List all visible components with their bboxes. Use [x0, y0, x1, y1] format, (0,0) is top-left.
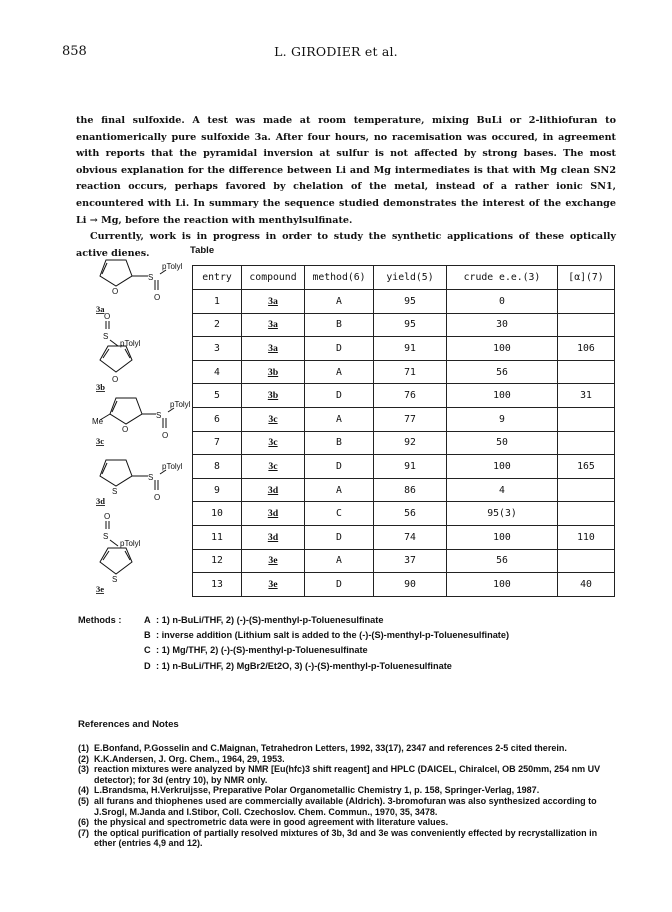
table-cell [558, 549, 615, 573]
sulfur-atom: S [148, 273, 154, 282]
table-row [193, 337, 615, 361]
table-cell: 91 [374, 455, 447, 479]
table-cell: 100 [447, 337, 558, 361]
table-cell: 3a [242, 313, 305, 337]
substituent-label: pTolyl [120, 339, 141, 348]
table-cell: 12 [193, 549, 242, 573]
table-cell: 1 [193, 290, 242, 314]
reference-number: (3) [78, 764, 89, 775]
table-cell: 100 [447, 384, 558, 408]
method-letter: B [144, 630, 151, 641]
page-number: 858 [62, 44, 87, 59]
table-cell: 9 [447, 407, 558, 431]
table-cell: 91 [374, 337, 447, 361]
table-cell: 90 [374, 573, 447, 597]
table-cell: 3 [193, 337, 242, 361]
table-cell: 7 [193, 431, 242, 455]
table-cell: 3e [242, 573, 305, 597]
table-cell [558, 290, 615, 314]
substituent-label: pTolyl [120, 539, 141, 548]
table-cell: 50 [447, 431, 558, 455]
sulfur-atom: S [148, 473, 154, 482]
table-cell: 71 [374, 360, 447, 384]
sulfur-atom: S [112, 575, 118, 584]
table-cell: 77 [374, 407, 447, 431]
table-cell: 3b [242, 384, 305, 408]
compound-label: 3d [96, 496, 105, 506]
substituent-label: pTolyl [170, 400, 191, 409]
table-cell: 13 [193, 573, 242, 597]
reference-number: (7) [78, 827, 89, 838]
methyl-label: Me [92, 417, 104, 426]
table-cell: 76 [374, 384, 447, 408]
oxygen-atom: O [104, 512, 111, 521]
substituent-label: pTolyl [162, 262, 183, 271]
table-cell: B [305, 313, 374, 337]
body-text [76, 113, 616, 262]
table-row [193, 502, 615, 526]
reference-text: the physical and spectrometric data were in good agreement with literature values. [94, 817, 449, 828]
method-row [78, 628, 509, 643]
table-cell [558, 431, 615, 455]
table-row [193, 549, 615, 573]
table-row [193, 431, 615, 455]
table-cell: 31 [558, 384, 615, 408]
reference-item [78, 785, 618, 796]
reference-item [78, 764, 618, 785]
reference-number: (4) [78, 785, 89, 796]
oxygen-atom: O [154, 493, 161, 502]
methods-legend [78, 613, 509, 674]
table-row [193, 407, 615, 431]
reference-text: L.Brandsma, H.Verkruijsse, Preparative Polar Organometallic Chemistry 1, p. 158, Springer-Verlag, 1987. [94, 785, 540, 796]
reference-text: all furans and thiophenes used are commercially available (Aldrich). 3-bromofuran was also synthesized according to J.Srogl, M.Janda and I.Stibor, Coll. Czechoslov. Chem. Commun., 1970, 35, 3478. [94, 795, 597, 817]
method-row [78, 643, 509, 658]
reference-number: (1) [78, 743, 89, 753]
table-cell: 110 [558, 525, 615, 549]
table-cell: D [305, 525, 374, 549]
table-cell: 37 [374, 549, 447, 573]
column-header: compound [242, 266, 305, 290]
table-cell [558, 478, 615, 502]
sulfur-atom: S [103, 332, 109, 341]
table-cell: 11 [193, 525, 242, 549]
table-cell: 3a [242, 337, 305, 361]
column-header: yield(5) [374, 266, 447, 290]
table-row [193, 525, 615, 549]
column-header: method(6) [305, 266, 374, 290]
paragraph: the final sulfoxide. A test was made at room temperature, mixing BuLi or 2-lithiofuran to enantiomerically pure sulfoxide 3a. After four hours, no racemisation was occured, in agreement with reports that the pyramidal inversion at sulfur is not affected by strong bases. The most obvious explanation for the difference between Li and Mg intermediates is that with Mg clean SN2 reaction occurs, perhaps favored by chelation of the metal, instead of a rather ionic SN1, encountered with Li. In summary the sequence studied demonstrates the interest of the exchange Li → Mg, before the reaction with menthylsulfinate. [76, 115, 616, 226]
table-cell: 3c [242, 455, 305, 479]
table-cell: 95(3) [447, 502, 558, 526]
method-description: : 1) n-BuLi/THF, 2) (-)-(S)-menthyl-p-Toluenesulfinate [156, 615, 384, 625]
table-cell: 8 [193, 455, 242, 479]
sulfur-atom: S [103, 532, 109, 541]
table-body [193, 290, 615, 597]
table-cell: 40 [558, 573, 615, 597]
table-cell: D [305, 337, 374, 361]
table-cell: 100 [447, 573, 558, 597]
table-cell: 5 [193, 384, 242, 408]
running-head: L. GIRODIER et al. [274, 44, 398, 59]
table-cell: 3e [242, 549, 305, 573]
table-cell: A [305, 360, 374, 384]
table-cell [558, 407, 615, 431]
method-letter: D [144, 660, 151, 671]
table-cell: 165 [558, 455, 615, 479]
table-cell: 92 [374, 431, 447, 455]
table-cell: 4 [447, 478, 558, 502]
reference-text: the optical purification of partially resolved mixtures of 3b, 3d and 3e was conveniently effected by recrystallization in ether (entries 4,9 and 12). [94, 827, 598, 849]
reference-text: reaction mixtures were analyzed by NMR [Eu(hfc)3 shift reagent] and HPLC (DAICEL, Chiralcel, OB 250mm, 254 nm UV detector); for 3d (entry 10), by NMR only. [94, 764, 601, 785]
table-header-row [193, 266, 615, 290]
table-cell: D [305, 384, 374, 408]
structure-3c [100, 398, 174, 428]
reference-number: (6) [78, 817, 89, 828]
table-title: Table [190, 245, 215, 256]
table-row [193, 313, 615, 337]
table-cell: 3c [242, 407, 305, 431]
table-cell: A [305, 290, 374, 314]
oxygen-atom: O [112, 375, 119, 384]
method-description: : 1) Mg/THF, 2) (-)-(S)-menthyl-p-Toluenesulfinate [156, 645, 368, 656]
column-header: crude e.e.(3) [447, 266, 558, 290]
table-cell: 100 [447, 525, 558, 549]
reference-item [78, 796, 618, 817]
table-cell: 6 [193, 407, 242, 431]
sulfur-atom: S [156, 411, 162, 420]
method-row [78, 613, 509, 628]
methods-heading: Methods : [78, 615, 122, 625]
table-cell: 3d [242, 502, 305, 526]
oxygen-atom: O [162, 431, 169, 440]
method-description: : 1) n-BuLi/THF, 2) MgBr2/Et2O, 3) (-)-(S)-menthyl-p-Toluenesulfinate [156, 660, 452, 671]
table-cell: 56 [374, 502, 447, 526]
paragraph: Currently, work is in progress in order to study the synthetic applications of these optically active dienes. [76, 231, 616, 259]
table-cell: 4 [193, 360, 242, 384]
structure-3d [100, 460, 166, 490]
table-cell: A [305, 407, 374, 431]
oxygen-atom: O [122, 425, 129, 434]
method-description: : inverse addition (Lithium salt is added to the (-)-(S)-menthyl-p-Toluenesulfinate) [156, 630, 510, 641]
table-cell: 30 [447, 313, 558, 337]
table-row [193, 455, 615, 479]
compound-label: 3e [96, 584, 105, 594]
table-row [193, 384, 615, 408]
compound-label: 3b [96, 382, 105, 392]
table-cell [558, 360, 615, 384]
table-cell: 3c [242, 431, 305, 455]
table-cell: 95 [374, 290, 447, 314]
table-row [193, 290, 615, 314]
compound-label: 3c [96, 436, 105, 446]
table-cell: 56 [447, 360, 558, 384]
references-list [78, 743, 618, 849]
column-header: entry [193, 266, 242, 290]
structure-3a [100, 260, 166, 290]
table-cell: 74 [374, 525, 447, 549]
results-table [192, 265, 615, 597]
oxygen-atom: O [104, 312, 111, 321]
references-heading: References and Notes [78, 719, 179, 730]
reference-item [78, 817, 618, 828]
table-cell: A [305, 478, 374, 502]
method-row [78, 659, 509, 674]
table-cell: 56 [447, 549, 558, 573]
reference-item [78, 828, 618, 849]
column-header: [α](7) [558, 266, 615, 290]
reference-item [78, 754, 618, 765]
compound-label: 3a [96, 304, 105, 314]
substituent-label: pTolyl [162, 462, 183, 471]
table-cell: 95 [374, 313, 447, 337]
table-cell: B [305, 431, 374, 455]
sulfur-atom: S [112, 487, 118, 496]
table-cell: 2 [193, 313, 242, 337]
reference-number: (2) [78, 753, 89, 764]
reference-text: K.K.Andersen, J. Org. Chem., 1964, 29, 1953. [94, 753, 285, 764]
table-row [193, 573, 615, 597]
table-cell: 100 [447, 455, 558, 479]
table-cell: A [305, 549, 374, 573]
table-cell: 3a [242, 290, 305, 314]
table-row [193, 478, 615, 502]
table-cell: 0 [447, 290, 558, 314]
reference-text: E.Bonfand, P.Gosselin and C.Maignan, Tetrahedron Letters, 1992, 33(17), 2347 and references 2-5 cited therein. [94, 743, 567, 753]
table-cell [558, 313, 615, 337]
table-cell: D [305, 455, 374, 479]
reference-number: (5) [78, 795, 89, 806]
table-cell: D [305, 573, 374, 597]
table-cell: C [305, 502, 374, 526]
method-letter: A [144, 615, 151, 625]
table-row [193, 360, 615, 384]
reference-item [78, 743, 618, 754]
table-cell: 86 [374, 478, 447, 502]
oxygen-atom: O [154, 293, 161, 302]
table-cell: 3d [242, 478, 305, 502]
method-letter: C [144, 645, 151, 656]
table-cell: 3d [242, 525, 305, 549]
oxygen-atom: O [112, 287, 119, 296]
table-cell: 106 [558, 337, 615, 361]
table-cell: 10 [193, 502, 242, 526]
table-cell: 3b [242, 360, 305, 384]
table-cell: 9 [193, 478, 242, 502]
structure-column [92, 250, 191, 595]
table-cell [558, 502, 615, 526]
